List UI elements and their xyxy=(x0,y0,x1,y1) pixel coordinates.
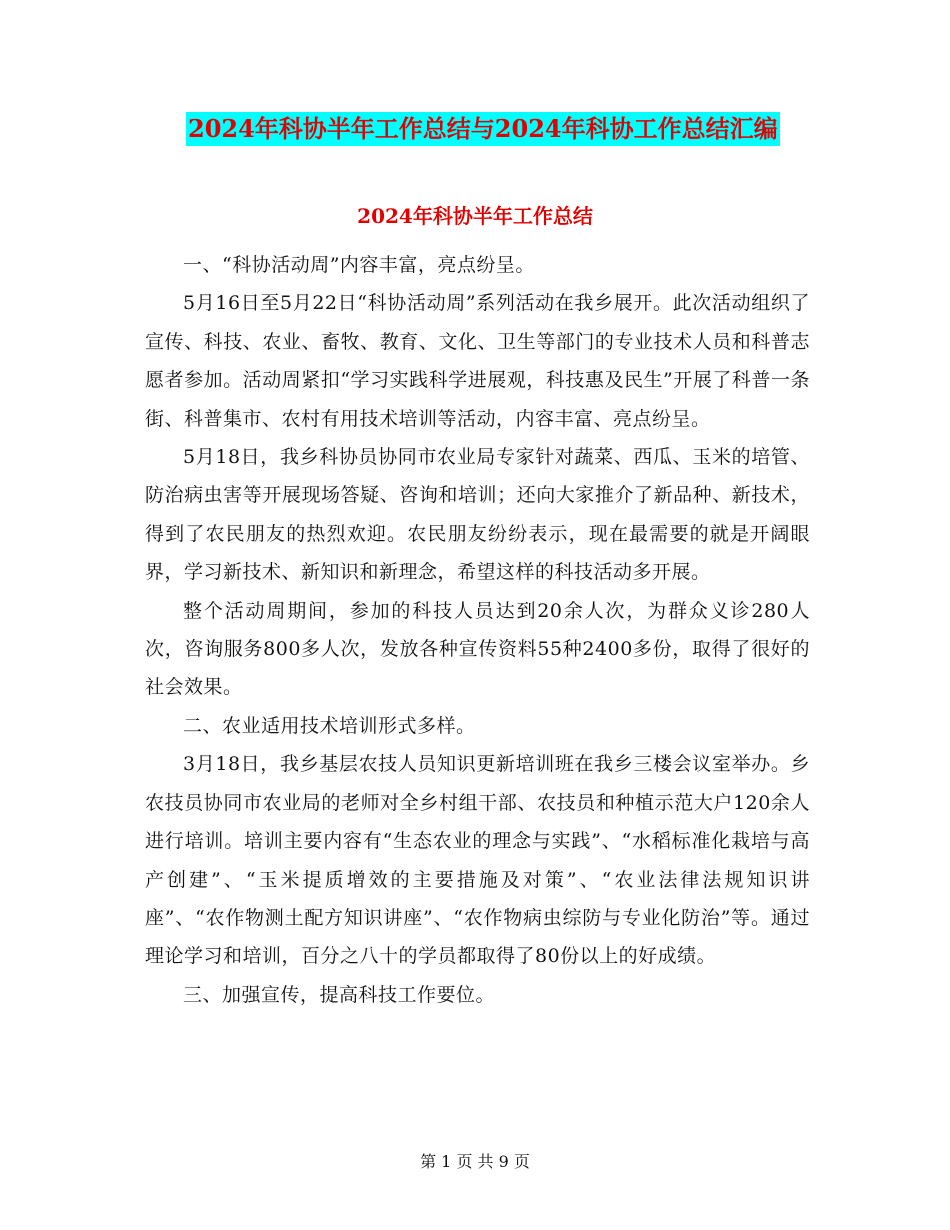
heading-activity-week: 一、“科协活动周”内容丰富，亮点纷呈。 xyxy=(183,254,535,276)
document-body xyxy=(145,246,810,1014)
paragraph-activity-week: 5月16日至5月22日“科协活动周”系列活动在我乡展开。此次活动组织了宣传、科技、农业、畜牧、教育、文化、卫生等部门的专业技术人员和科普志愿者参加。活动周紧扣“学习实践科学进展观，科技惠及民生”开展了科普一条街、科普集市、农村有用技术培训等活动，内容丰富、亮点纷呈。 xyxy=(145,292,810,430)
paragraph-training-details: 3月18日，我乡基层农技人员知识更新培训班在我乡三楼会议室举办。乡农技员协同市农业局的老师对全乡村组干部、农技员和种植示范大户120余人进行培训。培训主要内容有“生态农业的理念与实践”、“水稻标准化栽培与高产创建”、“玉米提质增效的主要措施及对策”、“农业法律法规知识讲座”、“农作物测土配方知识讲座”、“农作物病虫综防与专业化防治”等。通过理论学习和培训，百分之八十的学员都取得了80份以上的好成绩。 xyxy=(145,753,810,968)
heading-technical-training: 二、农业适用技术培训形式多样。 xyxy=(183,714,476,737)
paragraph-expert-consultation: 5月18日，我乡科协员协同市农业局专家针对蔬菜、西瓜、玉米的培管、防治病虫害等开展现场答疑、咨询和培训；还向大家推介了新品种、新技术，得到了农民朋友的热烈欢迎。农民朋友纷纷表示，现在最需要的就是开阔眼界，学习新技术、新知识和新理念，希望这样的科技活动多开展。 xyxy=(145,446,810,584)
section-title: 2024年科协半年工作总结 xyxy=(357,204,593,228)
paragraph-activity-results: 整个活动周期间，参加的科技人员达到20余人次，为群众义诊280人次，咨询服务800多人次，发放各种宣传资料55种2400多份，取得了很好的社会效果。 xyxy=(145,599,810,699)
page-footer: 第 1 页 共 9 页 xyxy=(420,1152,530,1171)
document-main-title: 2024年科协半年工作总结与2024年科协工作总结汇编 xyxy=(186,112,780,146)
heading-publicity: 三、加强宣传，提高科技工作要位。 xyxy=(183,983,496,1006)
